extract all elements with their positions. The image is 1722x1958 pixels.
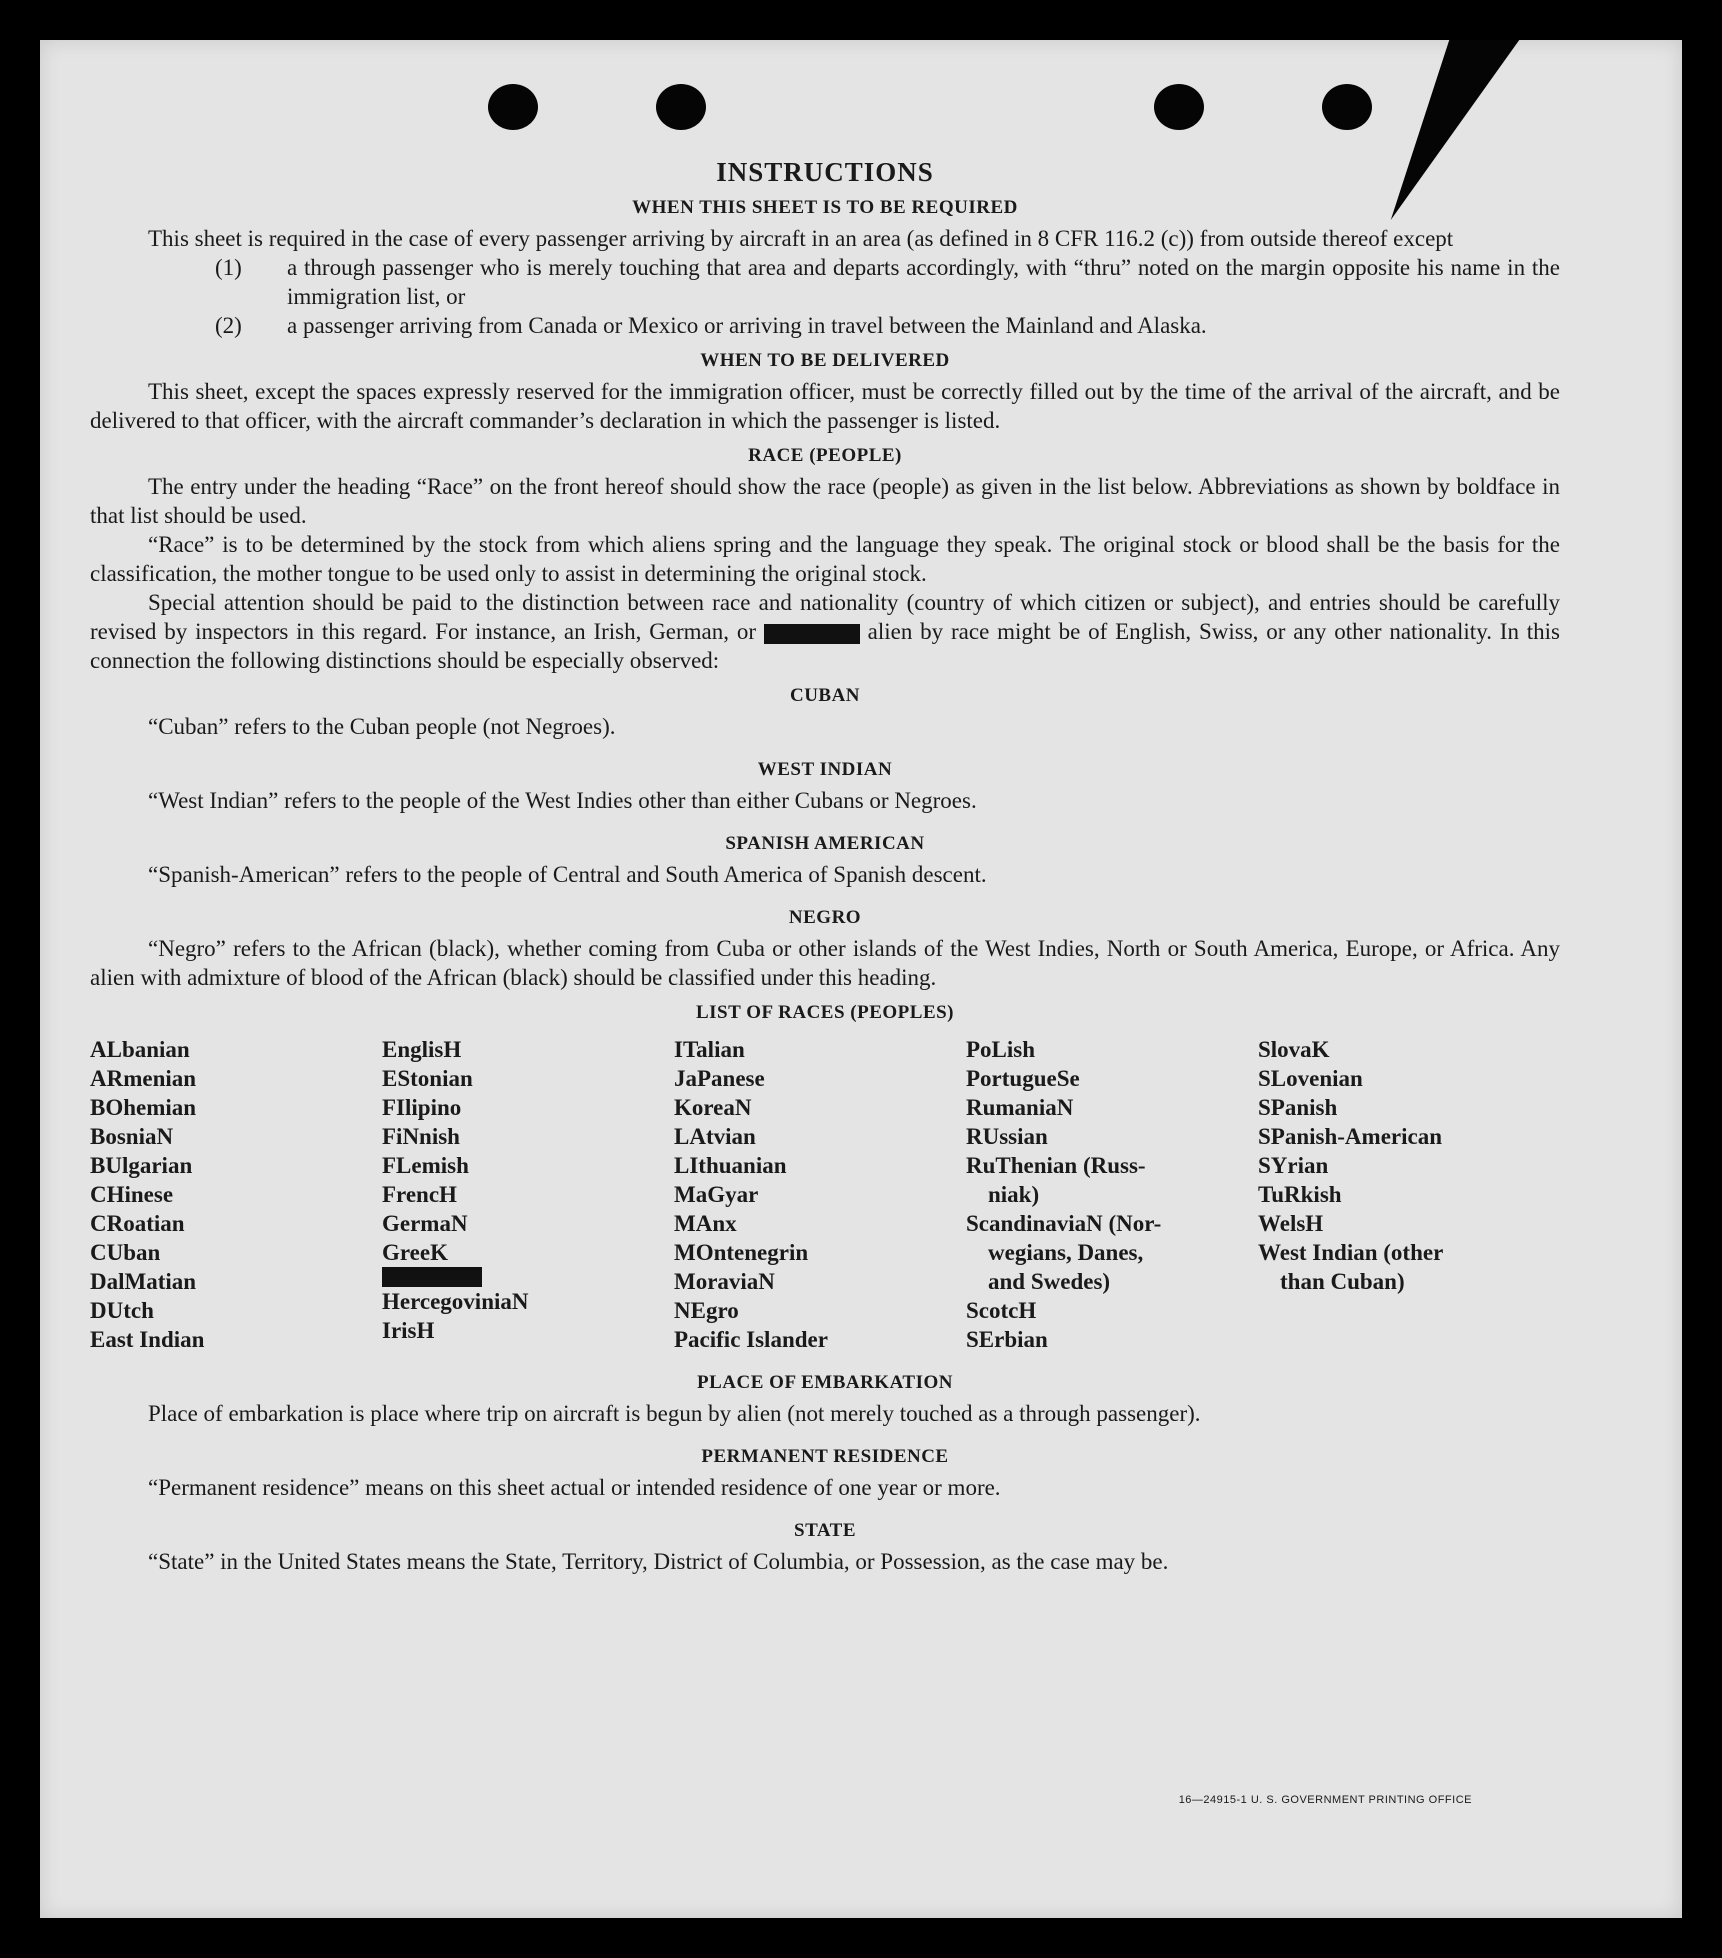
race-entry: FLemish — [382, 1153, 469, 1178]
race-entry: PortugueSe — [966, 1066, 1080, 1091]
document-sheet — [40, 40, 1682, 1918]
races-column — [966, 1035, 1258, 1354]
printing-office-code: 16—24915-1 U. S. GOVERNMENT PRINTING OFFICE — [1178, 1794, 1472, 1806]
race-entry: CRoatian — [90, 1211, 185, 1236]
race-entry: BOhemian — [90, 1095, 197, 1120]
race-entry: HercegoviniaN — [382, 1289, 529, 1314]
race-entry: SlovaK — [1258, 1037, 1330, 1062]
section-heading: WHEN TO BE DELIVERED — [700, 350, 950, 371]
punch-hole — [488, 84, 538, 130]
race-entry: MAnx — [674, 1211, 737, 1236]
race-entry-redacted — [382, 1267, 674, 1287]
race-entry-continued: wegians, Danes, — [988, 1240, 1144, 1265]
paragraph: “Race” is to be determined by the stock from which aliens spring and the language they speak. The original stock or blood shall be the basis for the classification, the mother tongue to be used only to assist in determining the original stock. — [90, 532, 1560, 586]
race-entry: SYrian — [1258, 1153, 1329, 1178]
race-entry: EStonian — [382, 1066, 473, 1091]
race-entry: PoLish — [966, 1037, 1036, 1062]
section-heading: RACE (PEOPLE) — [748, 445, 902, 466]
race-entry: CHinese — [90, 1182, 174, 1207]
race-entry: ITalian — [674, 1037, 745, 1062]
race-entry: BosniaN — [90, 1124, 174, 1149]
races-column — [1258, 1035, 1560, 1354]
instructions-body — [90, 158, 1560, 1576]
item-text: a passenger arriving from Canada or Mexico or arriving in travel between the Mainland and Alaska. — [287, 313, 1207, 338]
race-entry: East Indian — [90, 1327, 205, 1352]
paragraph: “West Indian” refers to the people of the West Indies other than either Cubans or Negroes. — [148, 788, 977, 813]
race-entry: ALbanian — [90, 1037, 190, 1062]
race-entry: SPanish — [1258, 1095, 1338, 1120]
punch-hole — [1154, 84, 1204, 130]
punch-hole — [656, 84, 706, 130]
race-entry-continued: than Cuban) — [1280, 1269, 1405, 1294]
race-entry: NEgro — [674, 1298, 739, 1323]
list-item — [90, 311, 1560, 340]
paragraph: “Cuban” refers to the Cuban people (not Negroes). — [148, 714, 616, 739]
section-heading: WHEN THIS SHEET IS TO BE REQUIRED — [632, 197, 1018, 218]
paragraph: “Permanent residence” means on this sheet actual or intended residence of one year or more. — [148, 1475, 1001, 1500]
race-entry-continued: niak) — [988, 1182, 1040, 1207]
race-entry: CUban — [90, 1240, 161, 1265]
page-title: INSTRUCTIONS — [716, 157, 934, 187]
race-entry: West Indian (other — [1258, 1240, 1444, 1265]
section-heading: LIST OF RACES (PEOPLES) — [695, 1002, 955, 1023]
redaction-mark — [382, 1267, 482, 1287]
race-entry: EnglisH — [382, 1037, 462, 1062]
paragraph: This sheet is required in the case of every passenger arriving by aircraft in an area (as defined in 8 CFR 116.2 (c)) from outside thereof except — [148, 226, 1454, 251]
section-heading: PERMANENT RESIDENCE — [701, 1446, 949, 1467]
race-entry: IrisH — [382, 1318, 435, 1343]
race-entry: KoreaN — [674, 1095, 752, 1120]
race-entry: BUlgarian — [90, 1153, 193, 1178]
section-heading: NEGRO — [788, 907, 862, 928]
redaction-mark — [764, 624, 860, 644]
race-entry: SPanish-American — [1258, 1124, 1442, 1149]
race-entry: LAtvian — [674, 1124, 756, 1149]
race-entry: FiNnish — [382, 1124, 460, 1149]
race-entry: SLovenian — [1258, 1066, 1363, 1091]
race-entry: WelsH — [1258, 1211, 1324, 1236]
race-entry: Pacific Islander — [674, 1327, 828, 1352]
race-entry: ScandinaviaN (Nor- — [966, 1211, 1162, 1236]
section-heading: CUBAN — [789, 685, 861, 706]
paragraph: “State” in the United States means the State, Territory, District of Columbia, or Possession, as the case may be. — [148, 1549, 1169, 1574]
paragraph — [90, 588, 1560, 675]
section-heading: SPANISH AMERICAN — [725, 833, 925, 854]
race-entry: RumaniaN — [966, 1095, 1074, 1120]
races-list — [90, 1035, 1560, 1354]
list-item — [90, 253, 1560, 311]
item-number: (2) — [215, 313, 242, 338]
race-entry: MOntenegrin — [674, 1240, 809, 1265]
race-entry: SErbian — [966, 1327, 1048, 1352]
race-entry: LIthuanian — [674, 1153, 787, 1178]
race-entry: RUssian — [966, 1124, 1048, 1149]
paragraph: Place of embarkation is place where trip on aircraft is begun by alien (not merely touched as a through passenger). — [148, 1401, 1201, 1426]
section-heading: PLACE OF EMBARKATION — [697, 1372, 953, 1393]
race-entry: GermaN — [382, 1211, 468, 1236]
race-entry: MoraviaN — [674, 1269, 775, 1294]
race-entry: TuRkish — [1258, 1182, 1342, 1207]
race-entry: ARmenian — [90, 1066, 197, 1091]
paragraph: “Negro” refers to the African (black), whether coming from Cuba or other islands of the West Indies, North or South America, Europe, or Africa. Any alien with admixture of blood of the African (black) should be classified under this heading. — [90, 936, 1560, 990]
item-number: (1) — [215, 255, 242, 280]
paragraph-part: Special attention should be paid to the distinction between race and nationality (country of which citizen or subject), and entries should be carefully revised by inspectors in this regard. For instance, an Irish, German, or — [90, 590, 1560, 644]
race-entry: DalMatian — [90, 1269, 197, 1294]
punch-hole — [1322, 84, 1372, 130]
item-text: a through passenger who is merely touching that area and departs accordingly, with “thru” noted on the margin opposite his name in the immigration list, or — [287, 255, 1560, 309]
race-entry: FIlipino — [382, 1095, 462, 1120]
races-column — [674, 1035, 966, 1354]
paragraph: “Spanish-American” refers to the people of Central and South America of Spanish descent. — [148, 862, 987, 887]
race-entry: RuThenian (Russ- — [966, 1153, 1146, 1178]
races-column — [90, 1035, 382, 1354]
race-entry: GreeK — [382, 1240, 448, 1265]
paragraph: The entry under the heading “Race” on the front hereof should show the race (people) as given in the list below. Abbreviations as shown by boldface in that list should be used. — [90, 474, 1560, 528]
race-entry: FrencH — [382, 1182, 457, 1207]
race-entry: JaPanese — [674, 1066, 765, 1091]
race-entry-continued: and Swedes) — [988, 1269, 1111, 1294]
races-column — [382, 1035, 674, 1354]
race-entry: DUtch — [90, 1298, 154, 1323]
section-heading: STATE — [794, 1520, 856, 1541]
race-entry: MaGyar — [674, 1182, 759, 1207]
paragraph-part: alien by race might be of English, Swiss, or any other nationality. In this connection the following distinctions should be especially observed: — [90, 619, 1560, 673]
section-heading: WEST INDIAN — [757, 759, 893, 780]
paragraph: This sheet, except the spaces expressly reserved for the immigration officer, must be correctly filled out by the time of the arrival of the aircraft, and be delivered to that officer, with the aircraft commander’s declaration in which the passenger is listed. — [90, 379, 1560, 433]
race-entry: ScotcH — [966, 1298, 1037, 1323]
